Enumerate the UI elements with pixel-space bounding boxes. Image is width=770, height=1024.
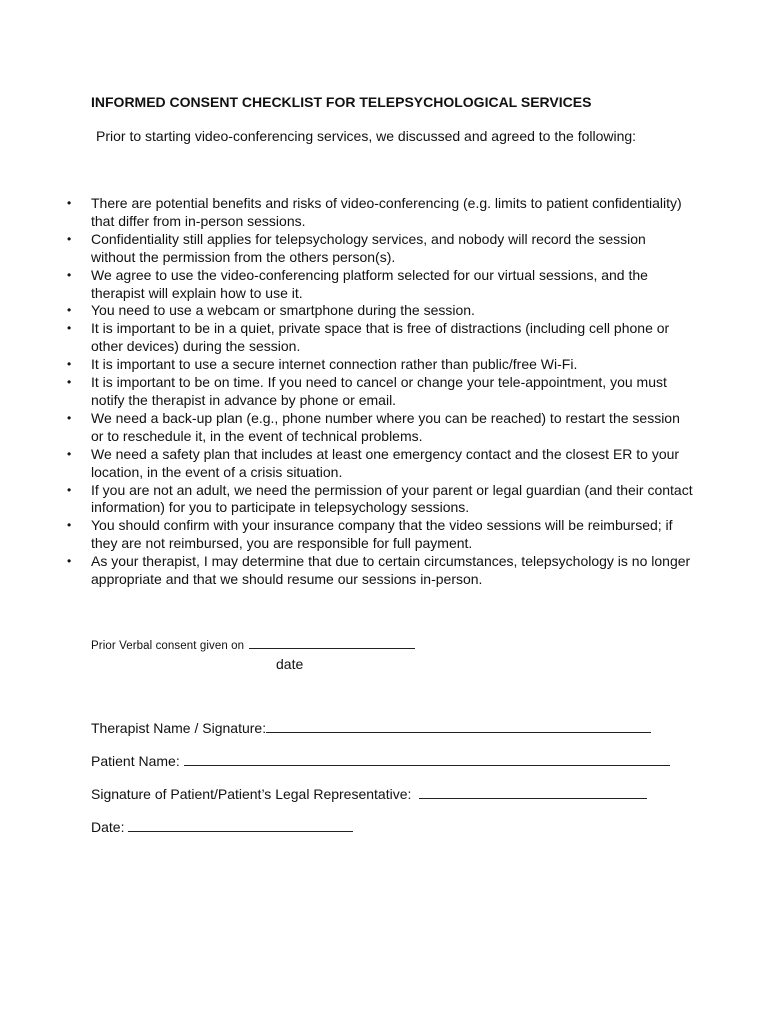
date-field-blank[interactable] xyxy=(128,819,353,832)
list-item: • It is important to be in a quiet, private space that is free of distractions (including cell phone or other devices) during the session. xyxy=(63,320,693,356)
list-item: • As your therapist, I may determine that due to certain circumstances, telepsychology is no longer appropriate and that we should resume our sessions in-person. xyxy=(63,553,693,589)
date-field-label: Date: xyxy=(91,819,125,835)
list-item: • There are potential benefits and risks of video-conferencing (e.g. limits to patient confidentiality) that differ from in-person sessions. xyxy=(63,195,693,231)
therapist-signature-field xyxy=(91,720,651,736)
intro-text: Prior to starting video-conferencing services, we discussed and agreed to the following: xyxy=(96,128,637,144)
list-item: • Confidentiality still applies for telepsychology services, and nobody will record the session without the permission from the others person(s). xyxy=(63,231,693,267)
therapist-signature-label: Therapist Name / Signature: xyxy=(91,720,267,736)
date-caption: date xyxy=(276,656,304,672)
patient-name-label: Patient Name: xyxy=(91,753,180,769)
list-item: • You need to use a webcam or smartphone during the session. xyxy=(63,302,693,320)
patient-signature-label: Signature of Patient/Patient’s Legal Representative: xyxy=(91,786,412,802)
therapist-signature-blank[interactable] xyxy=(266,720,651,733)
list-item: • If you are not an adult, we need the permission of your parent or legal guardian (and their contact information) for you to participate in telepsychology sessions. xyxy=(63,482,693,518)
patient-signature-blank[interactable] xyxy=(419,786,647,799)
list-item: • We agree to use the video-conferencing platform selected for our virtual sessions, and the therapist will explain how to use it. xyxy=(63,267,693,303)
list-item: • We need a back-up plan (e.g., phone number where you can be reached) to restart the session or to reschedule it, in the event of technical problems. xyxy=(63,410,693,446)
patient-signature-field xyxy=(91,786,647,802)
verbal-consent-date-blank[interactable] xyxy=(249,638,415,649)
document-title: INFORMED CONSENT CHECKLIST FOR TELEPSYCHOLOGICAL SERVICES xyxy=(91,94,592,110)
list-item: • It is important to use a secure internet connection rather than public/free Wi-Fi. xyxy=(63,356,693,374)
list-item: • You should confirm with your insurance company that the video sessions will be reimbursed; if they are not reimbursed, you are responsible for full payment. xyxy=(63,517,693,553)
list-item: • It is important to be on time. If you need to cancel or change your tele-appointment, you must notify the therapist in advance by phone or email. xyxy=(63,374,693,410)
consent-checklist xyxy=(63,195,693,589)
verbal-consent-line xyxy=(91,638,415,652)
verbal-consent-label: Prior Verbal consent given on xyxy=(91,640,245,652)
patient-name-blank[interactable] xyxy=(184,753,670,766)
date-field xyxy=(91,819,353,835)
list-item: • We need a safety plan that includes at least one emergency contact and the closest ER to your location, in the event of a crisis situation. xyxy=(63,446,693,482)
patient-name-field xyxy=(91,753,670,769)
